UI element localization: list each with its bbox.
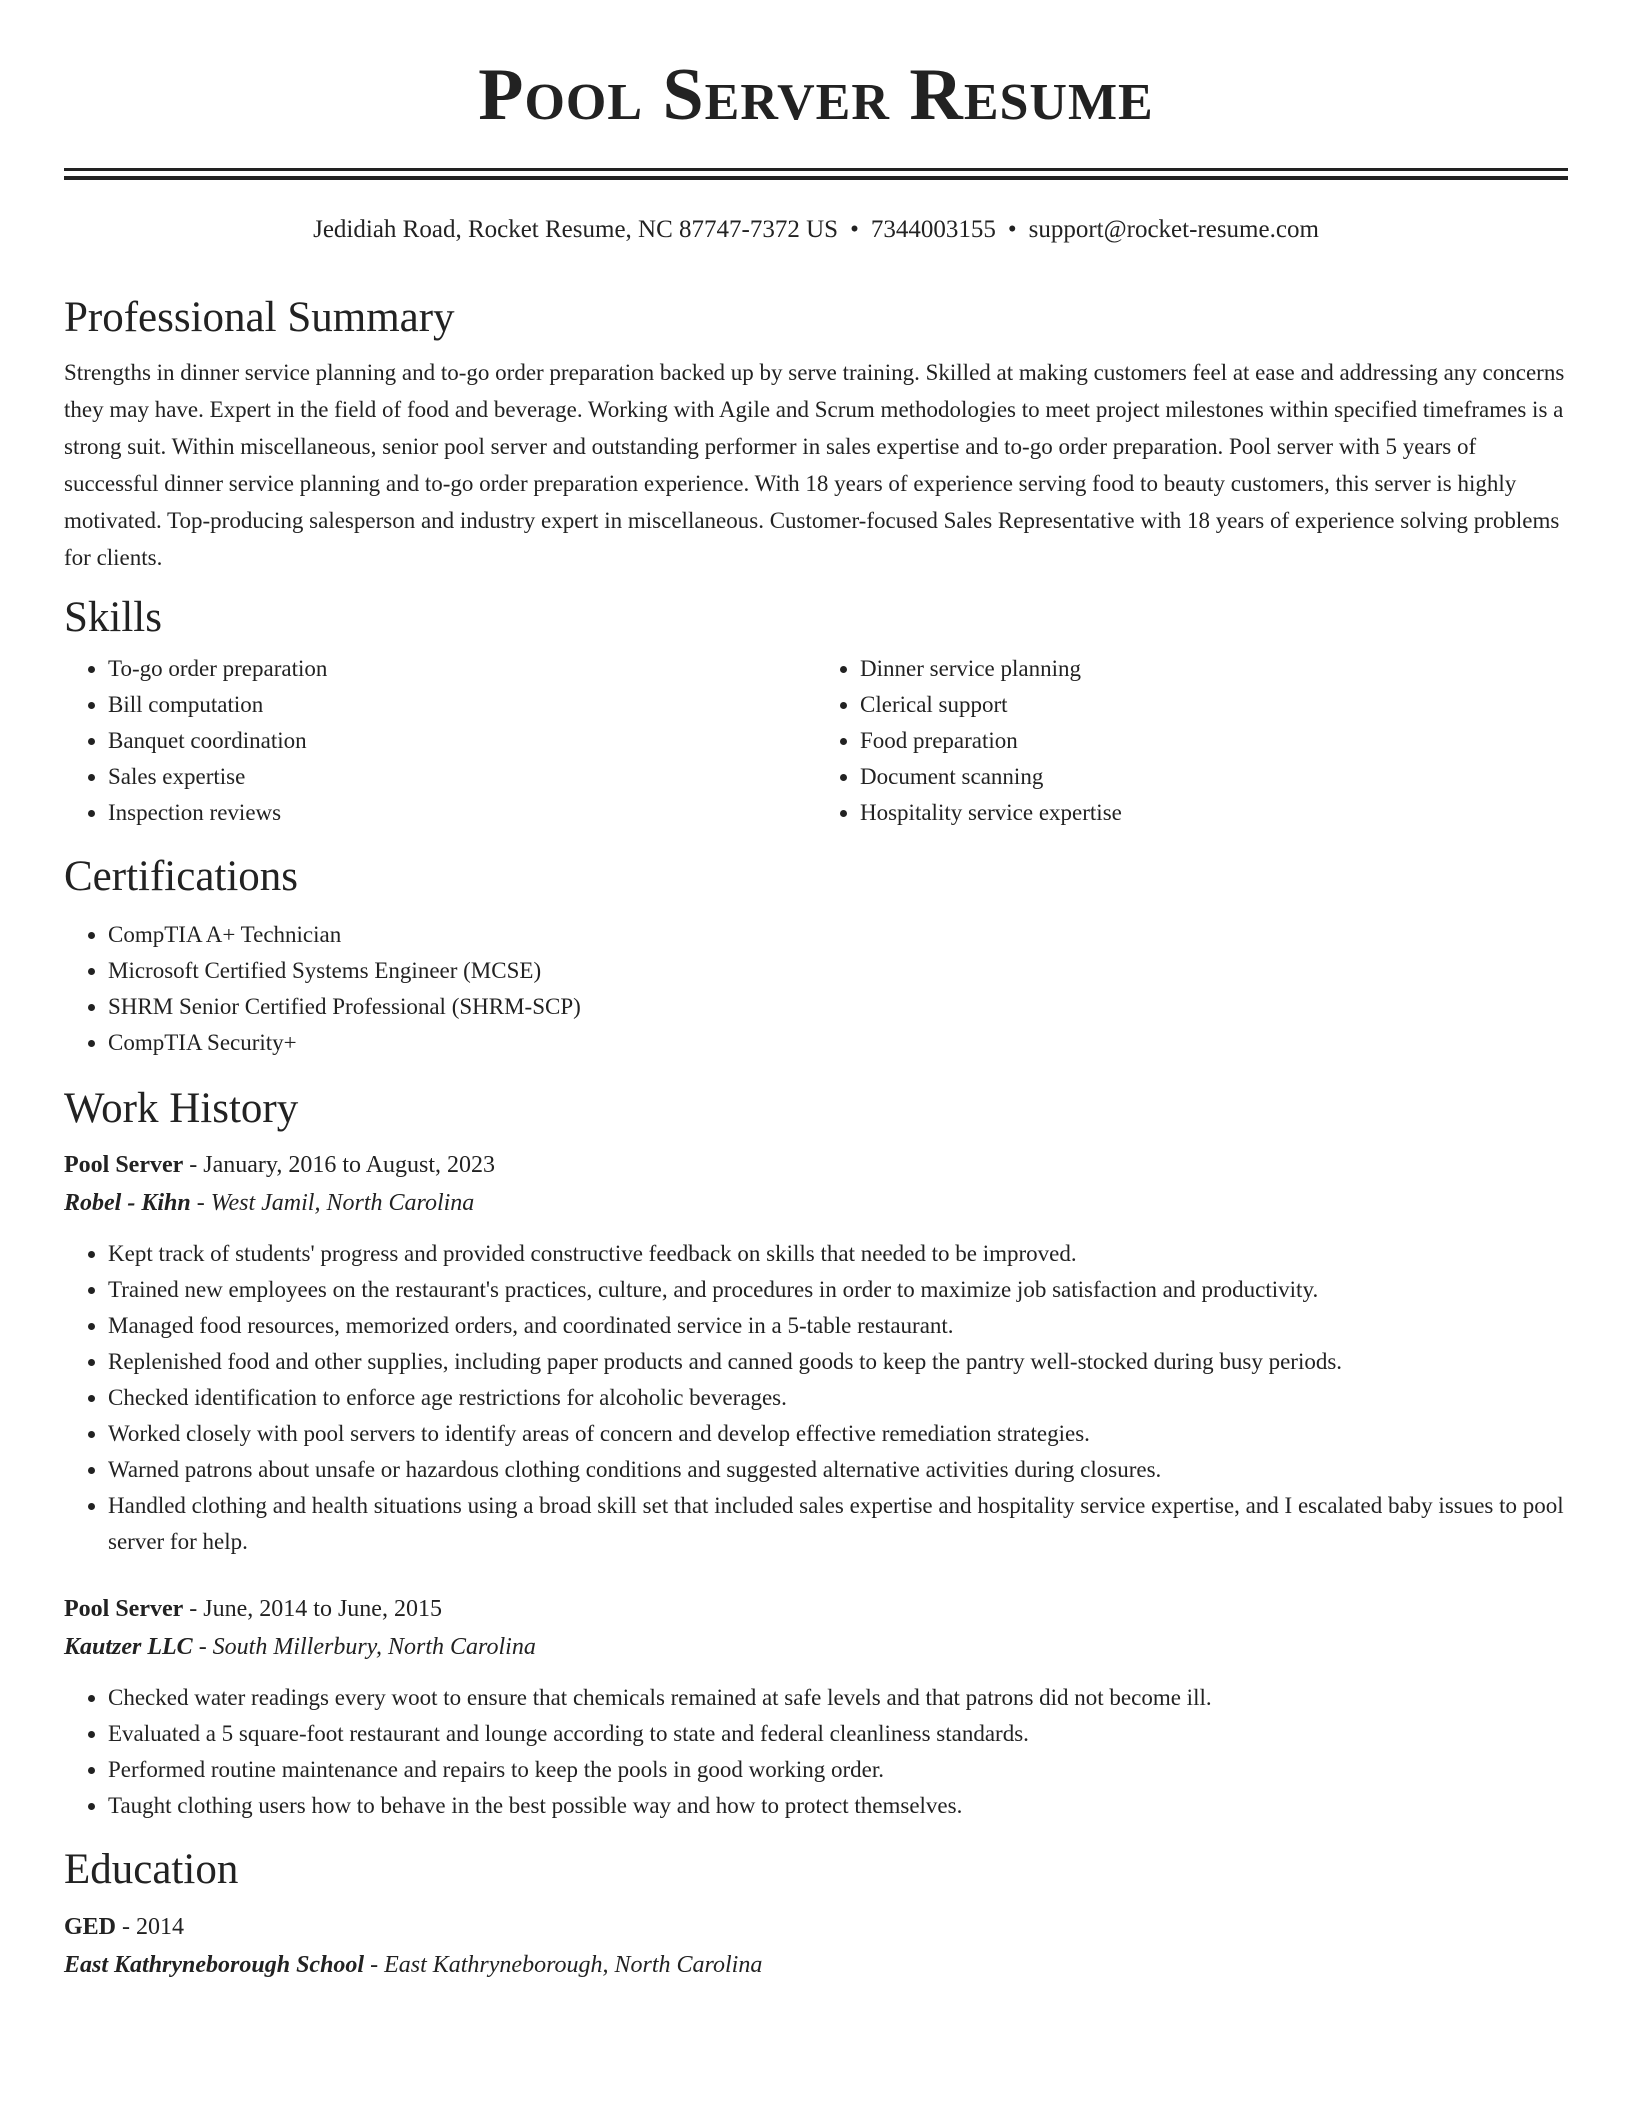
certification-item: • Microsoft Certified Systems Engineer (MCSE) — [108, 953, 1568, 989]
job-bullet: • Checked identification to enforce age restrictions for alcoholic beverages. — [108, 1380, 1568, 1416]
job-company-line — [64, 1184, 1568, 1222]
education-degree-line — [64, 1908, 1568, 1946]
contact-phone: 7344003155 — [870, 216, 996, 243]
job-dates: - June, 2014 to June, 2015 — [183, 1596, 442, 1623]
job-company-line — [64, 1628, 1568, 1666]
job-bullets — [64, 1236, 1568, 1560]
job-title-line — [64, 1146, 1568, 1184]
contact-separator: • — [850, 216, 859, 243]
job-title: Pool Server — [64, 1152, 184, 1179]
skill-item: • Banquet coordination — [108, 723, 816, 759]
education-heading: Education — [64, 1846, 239, 1894]
education-year: - 2014 — [116, 1913, 185, 1940]
contact-address: Jedidiah Road, Rocket Resume, NC 87747-7372 US — [313, 216, 839, 243]
skill-item: • Document scanning — [860, 759, 1568, 795]
summary-text: Strengths in dinner service planning and to-go order preparation backed up by serve training. Skilled at making customers feel at ease and addressing any concerns they may have. Expert in the field of food and beverage. Working with Agile and Scrum methodologies to meet project milestones within specified timeframes is a strong suit. Within miscellaneous, senior pool server and outstanding performer in sales expertise and to-go order preparation. Pool server with 5 years of successful dinner service planning and to-go order preparation experience. With 18 years of experience serving food to beauty customers, this server is highly motivated. Top-producing salesperson and industry expert in miscellaneous. Customer-focused Sales Representative with 18 years of experience solving problems for clients. — [64, 359, 1565, 570]
education-entry — [64, 1908, 1568, 1984]
skills-column-left — [64, 651, 816, 831]
job-title-line — [64, 1590, 1568, 1628]
job-bullet: • Warned patrons about unsafe or hazardous clothing conditions and suggested alternative activities during closures. — [108, 1452, 1568, 1488]
job-entry — [64, 1146, 1568, 1560]
job-bullet: • Replenished food and other supplies, including paper products and canned goods to keep the pantry well-stocked during busy periods. — [108, 1344, 1568, 1380]
job-bullet: • Checked water readings every woot to ensure that chemicals remained at safe levels and that patrons did not become ill. — [108, 1680, 1568, 1716]
job-title: Pool Server — [64, 1596, 184, 1623]
job-bullet: • Trained new employees on the restaurant's practices, culture, and procedures in order to maximize job satisfaction and productivity. — [108, 1272, 1568, 1308]
job-bullet: • Handled clothing and health situations using a broad skill set that included sales expertise and hospitality service expertise, and I escalated baby issues to pool server for help. — [108, 1488, 1568, 1560]
education-school: East Kathryneborough School — [64, 1951, 365, 1978]
job-company: Robel - Kihn — [64, 1190, 191, 1217]
certifications-list — [64, 917, 1568, 1061]
skill-item: • Inspection reviews — [108, 795, 816, 831]
education-school-line — [64, 1946, 1568, 1984]
certification-item: • CompTIA Security+ — [108, 1025, 1568, 1061]
skill-item: • Hospitality service expertise — [860, 795, 1568, 831]
skill-item: • Dinner service planning — [860, 651, 1568, 687]
skills-list — [64, 651, 1568, 831]
job-bullet: • Evaluated a 5 square-foot restaurant and lounge according to state and federal cleanliness standards. — [108, 1716, 1568, 1752]
skill-item: • To-go order preparation — [108, 651, 816, 687]
job-location: - West Jamil, North Carolina — [190, 1190, 475, 1217]
contact-separator: • — [1007, 216, 1017, 243]
job-bullet: • Managed food resources, memorized orders, and coordinated service in a 5-table restaurant. — [108, 1308, 1568, 1344]
job-bullet: • Kept track of students' progress and provided constructive feedback on skills that needed to be improved. — [108, 1236, 1568, 1272]
skill-item: • Bill computation — [108, 687, 816, 723]
work-history-heading: Work History — [64, 1084, 299, 1132]
skill-item: • Food preparation — [860, 723, 1568, 759]
job-bullets — [64, 1680, 1568, 1824]
page-title: Pool Server Resume — [478, 54, 1154, 136]
job-company: Kautzer LLC — [64, 1634, 193, 1661]
education-degree: GED — [64, 1913, 117, 1940]
skills-heading: Skills — [64, 593, 162, 641]
contact-line — [64, 216, 1568, 248]
skill-item: • Clerical support — [860, 687, 1568, 723]
job-dates: - January, 2016 to August, 2023 — [183, 1152, 496, 1179]
skill-item: • Sales expertise — [108, 759, 816, 795]
job-entry — [64, 1590, 1568, 1824]
job-bullet: • Taught clothing users how to behave in the best possible way and how to protect themselves. — [108, 1788, 1568, 1824]
contact-email[interactable]: support@rocket-resume.com — [1028, 216, 1319, 243]
title-rule-bottom — [64, 176, 1568, 180]
job-location: - South Millerbury, North Carolina — [192, 1634, 536, 1661]
education-location: - East Kathryneborough, North Carolina — [364, 1951, 763, 1978]
job-bullet: • Performed routine maintenance and repairs to keep the pools in good working order. — [108, 1752, 1568, 1788]
certification-item: • SHRM Senior Certified Professional (SHRM-SCP) — [108, 989, 1568, 1025]
certifications-heading: Certifications — [64, 853, 299, 901]
summary-heading: Professional Summary — [64, 294, 455, 341]
skills-column-right — [816, 651, 1568, 831]
job-bullet: • Worked closely with pool servers to identify areas of concern and develop effective remediation strategies. — [108, 1416, 1568, 1452]
certification-item: • CompTIA A+ Technician — [108, 917, 1568, 953]
